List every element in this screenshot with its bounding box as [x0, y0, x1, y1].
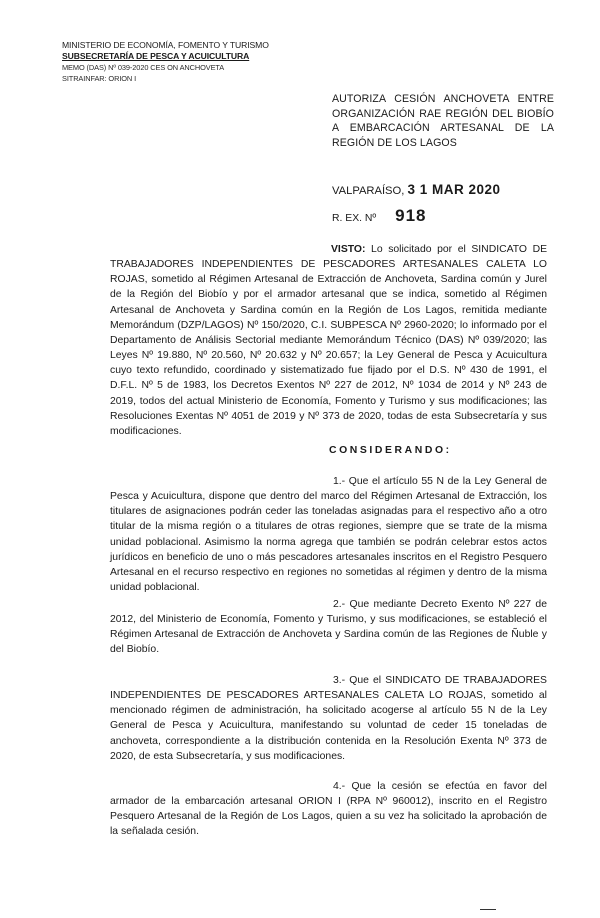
sitrainfar-reference: SITRAINFAR: ORION I	[62, 74, 137, 83]
subsecretaria-name: SUBSECRETARÍA DE PESCA Y ACUICULTURA	[62, 51, 250, 61]
rex-label: R. EX. Nº	[332, 213, 377, 224]
date-stamp: 3 1 MAR 2020	[407, 182, 501, 197]
considerando-item-3	[110, 673, 547, 764]
visto-text: Lo solicitado por el SINDICATO DE TRABAJADORES INDEPENDIENTES DE PESCADORES ARTESANALES CALETA LO ROJAS, sometido al Régimen Artesanal de Extracción de Anchoveta, Sardina común y Jurel de la Región del Biobío y por el armador artesanal que se indica, sometido al Régimen Artesanal de Anchoveta y Sardina común en la Región de Los Lagos, remitida mediante Memorándum (DZP/LAGOS) Nº 150/2020, C.I. SUBPESCA Nº 2960-2020; lo informado por el Departamento de Análisis Sectorial mediante Memorándum Técnico (DAS) Nº 039/2020; las Leyes Nº 19.880, Nº 20.560, Nº 20.632 y Nº 20.657; la Ley General de Pesca y Acuicultura cuyo texto refundido, coordinado y sistematizado fue fijado por el D.S. Nº 430 de 1991, el D.F.L. Nº 5 de 1983, los Decretos Exentos Nº 227 de 2012, Nº 1034 de 2014 y Nº 243 de 2019, todos del actual Ministerio de Economía, Fomento y Turismo y sus modificaciones; las Resoluciones Exentas Nº 4051 de 2019 y Nº 373 de 2020, todas de esta Subsecretaría y sus modificaciones.	[110, 244, 548, 437]
resolution-subject: AUTORIZA CESIÓN ANCHOVETA ENTRE ORGANIZACIÓN RAE REGIÓN DEL BIOBÍO A EMBARCACIÓN ARTESANAL DE LA REGIÓN DE LOS LAGOS	[332, 93, 554, 149]
rex-number: 918	[395, 206, 427, 225]
considerando-item-2	[110, 597, 547, 658]
date-line	[332, 182, 501, 197]
visto-heading: VISTO:	[331, 244, 366, 255]
considerando-item-text: 2.- Que mediante Decreto Exento Nº 227 de 2012, del Ministerio de Economía, Fomento y Turismo, y sus modificaciones, se estableció el Régimen Artesanal de Extracción de Anchoveta y Sardina común de las Regiones de Ñuble y del Biobío.	[110, 599, 547, 656]
considerando-item-4	[110, 779, 547, 840]
considerando-item-text: 1.- Que el artículo 55 N de la Ley General de Pesca y Acuicultura, dispone que dentro del marco del Régimen Artesanal de Extracción, los titulares de asignaciones podrán ceder las toneladas asignadas para el respectivo año a otro titular de la misma región o a titulares de otras regiones, siempre que se trate de la misma unidad poblacional. Asimismo la norma agrega que también se podrán celebrar estos actos jurídicos en beneficio de uno o más pescadores artesanales inscritos en el Registro Pesquero Artesanal en el recurso respectivo en regiones no sometidas al régimen y dentro de la misma unidad poblacional.	[110, 476, 547, 594]
memo-reference: MEMO (DAS) Nº 039-2020 CES ON ANCHOVETA	[62, 63, 225, 72]
resolution-number-line	[332, 206, 426, 226]
date-place: VALPARAÍSO,	[332, 185, 405, 197]
letterhead	[62, 40, 282, 84]
considerando-heading: CONSIDERANDO:	[329, 445, 452, 456]
visto-section	[110, 242, 547, 439]
considerando-item-1	[110, 474, 547, 595]
page-footer-mark	[480, 909, 496, 910]
ministry-name: MINISTERIO DE ECONOMÍA, FOMENTO Y TURISMO	[62, 40, 269, 50]
considerando-item-text: 3.- Que el SINDICATO DE TRABAJADORES INDEPENDIENTES DE PESCADORES ARTESANALES CALETA LO ROJAS, sometido al mencionado régimen de administración, ha solicitado acogerse al artículo 55 N de la Ley General de Pesca y Acuicultura, manifestando su voluntad de ceder 15 toneladas de anchoveta, correspondiente a la distribución contenida en la Resolución Exenta Nº 373 de 2020, de esta Subsecretaría, y sus modificaciones.	[110, 675, 547, 762]
considerando-item-text: 4.- Que la cesión se efectúa en favor del armador de la embarcación artesanal ORION I (RPA Nº 960012), inscrito en el Registro Pesquero Artesanal de la Región de Los Lagos, quien a su vez ha solicitado la aprobación de la señalada cesión.	[110, 781, 547, 838]
